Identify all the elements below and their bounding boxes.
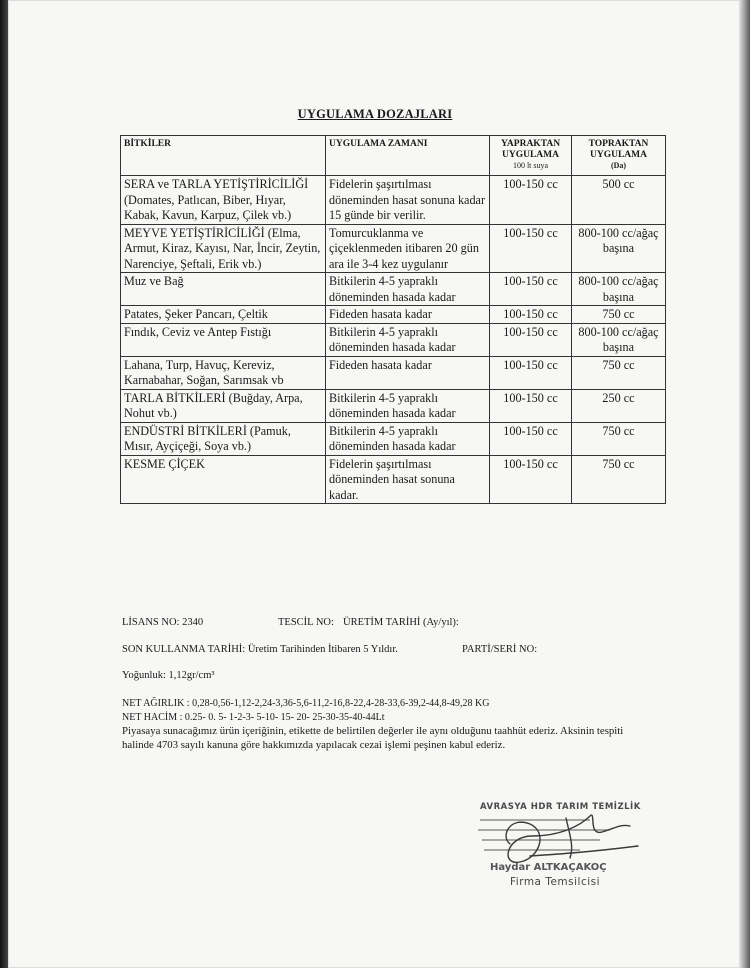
cell-soil: 250 cc (572, 389, 666, 422)
license-no: LİSANS NO: 2340 (122, 617, 204, 628)
dosage-table (120, 135, 666, 504)
cell-leaf: 100-150 cc (490, 389, 572, 422)
cell-plant: KESME ÇİÇEK (121, 455, 326, 504)
commitment-text: Piyasaya sunacağımız ürün içeriğinin, etikette de belirtilen değerler ile aynı olduğunu taahhüt ederiz. Aksinin tespiti halinde 4703 sayılı kanuna göre hakkımızda yapılacak cezai işlemi peşinen kabul ederiz. (122, 725, 624, 751)
cell-leaf: 100-150 cc (490, 422, 572, 455)
cell-leaf: 100-150 cc (490, 273, 572, 306)
cell-soil: 500 cc (572, 176, 666, 225)
table-row (121, 323, 666, 356)
cell-time: Bitkilerin 4-5 yapraklı döneminden hasada kadar (326, 422, 490, 455)
table-row (121, 273, 666, 306)
photo-right-edge (740, 0, 750, 968)
production-date: ÜRETİM TARİHİ (Ay/yıl): (343, 617, 459, 628)
cell-leaf: 100-150 cc (490, 224, 572, 273)
table-row (121, 224, 666, 273)
header-leaf (490, 136, 572, 176)
table-header-row (121, 136, 666, 176)
cell-plant: Muz ve Bağ (121, 273, 326, 306)
cell-time: Fidelerin şaşırtılması döneminden hasat sonuna kadar 15 günde bir verilir. (326, 176, 490, 225)
cell-time: Fidelerin şaşırtılması döneminden hasat sonuna kadar. (326, 455, 490, 504)
net-weight: NET AĞIRLIK : 0,28-0,56-1,12-2,24-3,36-5,6-11,2-16,8-22,4-28-33,6-39,2-44,8-49,28 KG (122, 698, 490, 709)
cell-time: Bitkilerin 4-5 yapraklı döneminden hasada kadar (326, 273, 490, 306)
cell-soil: 800-100 cc/ağaç başına (572, 273, 666, 306)
table-row (121, 389, 666, 422)
cell-time: Bitkilerin 4-5 yapraklı döneminden hasada kadar (326, 323, 490, 356)
cell-plant: Patates, Şeker Pancarı, Çeltik (121, 306, 326, 324)
header-soil-sub: (Da) (610, 161, 627, 170)
registration-no: TESCİL NO: (278, 617, 334, 628)
cell-time: Bitkilerin 4-5 yapraklı döneminden hasada kadar (326, 389, 490, 422)
table-row (121, 422, 666, 455)
cell-plant: MEYVE YETİŞTİRİCİLİĞİ (Elma, Armut, Kiraz, Kayısı, Nar, İncir, Zeytin, Narenciye, Şeftali, Erik vb.) (121, 224, 326, 273)
header-leaf-sub: 100 lt suya (512, 161, 549, 170)
header-plants: BİTKİLER (121, 136, 326, 176)
cell-leaf: 100-150 cc (490, 306, 572, 324)
header-soil (572, 136, 666, 176)
stamp-company: AVRASYA HDR TARIM TEMİZLİK (480, 802, 641, 812)
expiry-date: SON KULLANMA TARİHİ: Üretim Tarihinden İtibaren 5 Yıldır. (122, 644, 398, 655)
stamp-owner: Haydar ALTKAÇAKOÇ (490, 862, 607, 873)
cell-plant: TARLA BİTKİLERİ (Buğday, Arpa, Nohut vb.) (121, 389, 326, 422)
cell-plant: Lahana, Turp, Havuç, Kereviz, Karnabahar, Soğan, Sarımsak vb (121, 356, 326, 389)
cell-time: Fideden hasata kadar (326, 356, 490, 389)
density: Yoğunluk: 1,12gr/cm³ (122, 670, 215, 681)
cell-plant: ENDÜSTRİ BİTKİLERİ (Pamuk, Mısır, Ayçiçeği, Soya vb.) (121, 422, 326, 455)
header-time: UYGULAMA ZAMANI (326, 136, 490, 176)
cell-time: Tomurcuklanma ve çiçeklenmeden itibaren 20 gün ara ile 3-4 kez uygulanır (326, 224, 490, 273)
header-leaf-label: YAPRAKTAN UYGULAMA (500, 139, 561, 160)
cell-time: Fideden hasata kadar (326, 306, 490, 324)
stamp-role: Firma Temsilcisi (510, 876, 601, 888)
cell-leaf: 100-150 cc (490, 356, 572, 389)
cell-leaf: 100-150 cc (490, 323, 572, 356)
cell-plant: SERA ve TARLA YETİŞTİRİCİLİĞİ (Domates, Patlıcan, Biber, Hıyar, Kabak, Kavun, Karpuz, Çilek vb.) (121, 176, 326, 225)
batch-no: PARTİ/SERİ NO: (462, 644, 538, 655)
photo-left-edge (0, 0, 8, 968)
table-row (121, 356, 666, 389)
net-volume: NET HACİM : 0.25- 0. 5- 1-2-3- 5-10- 15- 20- 25-30-35-40-44Lt (122, 712, 385, 723)
cell-plant: Fındık, Ceviz ve Antep Fıstığı (121, 323, 326, 356)
cell-soil: 750 cc (572, 356, 666, 389)
cell-soil: 800-100 cc/ağaç başına (572, 224, 666, 273)
cell-soil: 750 cc (572, 455, 666, 504)
company-stamp (470, 796, 650, 896)
document-title: UYGULAMA DOZAJLARI (297, 107, 453, 121)
cell-soil: 800-100 cc/ağaç başına (572, 323, 666, 356)
cell-leaf: 100-150 cc (490, 455, 572, 504)
header-soil-label: TOPRAKTAN UYGULAMA (588, 139, 649, 160)
table-row (121, 306, 666, 324)
cell-soil: 750 cc (572, 422, 666, 455)
table-row (121, 455, 666, 504)
cell-soil: 750 cc (572, 306, 666, 324)
table-row (121, 176, 666, 225)
cell-leaf: 100-150 cc (490, 176, 572, 225)
